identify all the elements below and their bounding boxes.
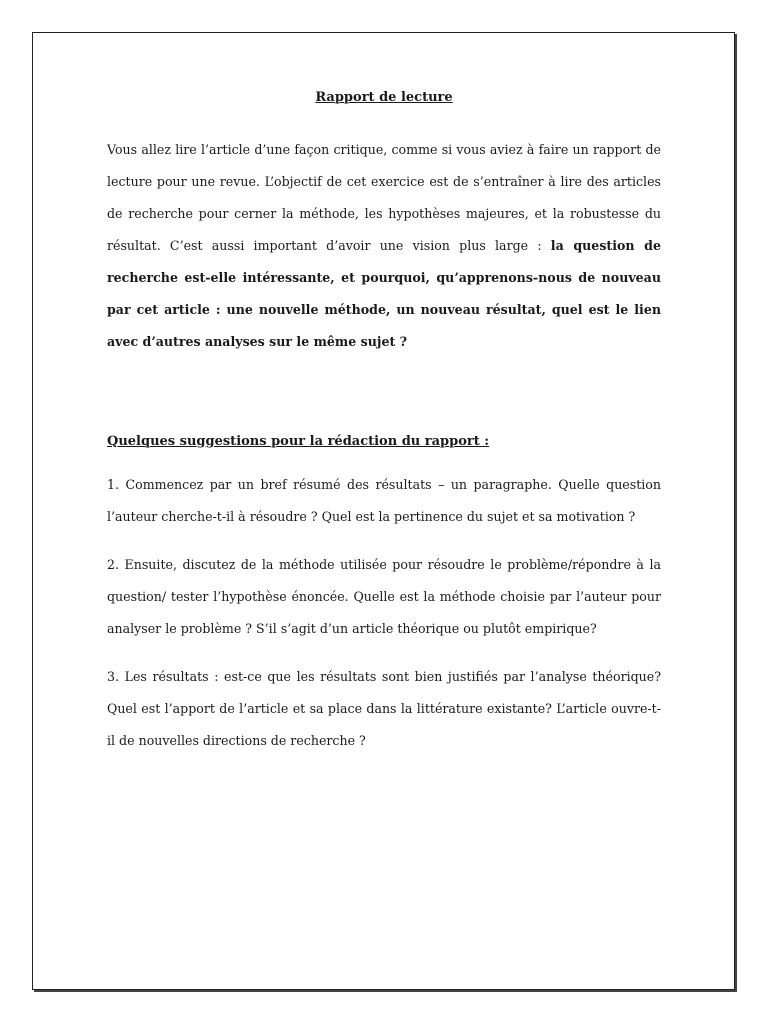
document-content xyxy=(107,88,661,773)
suggestion-item-1: 1. Commencez par un bref résumé des résultats – un paragraphe. Quelle question l’auteur cherche-t-il à résoudre ? Quel est la pertinence du sujet et sa motivation ? xyxy=(107,477,661,524)
suggestions-heading: Quelques suggestions pour la rédaction du rapport : xyxy=(107,434,490,449)
document-page xyxy=(32,32,735,990)
intro-text: Vous allez lire l’article d’une façon critique, comme si vous aviez à faire un rapport de lecture pour une revue. L’objectif de cet exercice est de s’entraîner à lire des articles de recherche pour cerner la méthode, les hypothèses majeures, et la robustesse du résultat. C’est aussi important d’avoir une vision plus large : xyxy=(107,142,661,253)
suggestion-item-3: 3. Les résultats : est-ce que les résultats sont bien justifiés par l’analyse théorique? Quel est l’apport de l’article et sa place dans la littérature existante? L’article ouvre-t-il de nouvelles directions de recherche ? xyxy=(107,669,661,748)
intro-bold-text: la question de recherche est-elle intéressante, et pourquoi, qu’apprenons-nous de nouveau par cet article : une nouvelle méthode, un nouveau résultat, quel est le lien avec d’autres analyses sur le même sujet ? xyxy=(107,238,661,349)
document-title: Rapport de lecture xyxy=(315,90,453,105)
suggestion-item-2: 2. Ensuite, discutez de la méthode utilisée pour résoudre le problème/répondre à la question/ tester l’hypothèse énoncée. Quelle est la méthode choisie par l’auteur pour analyser le problème ? S’il s’agit d’un article théorique ou plutôt empirique? xyxy=(107,557,661,636)
intro-paragraph xyxy=(107,134,661,358)
